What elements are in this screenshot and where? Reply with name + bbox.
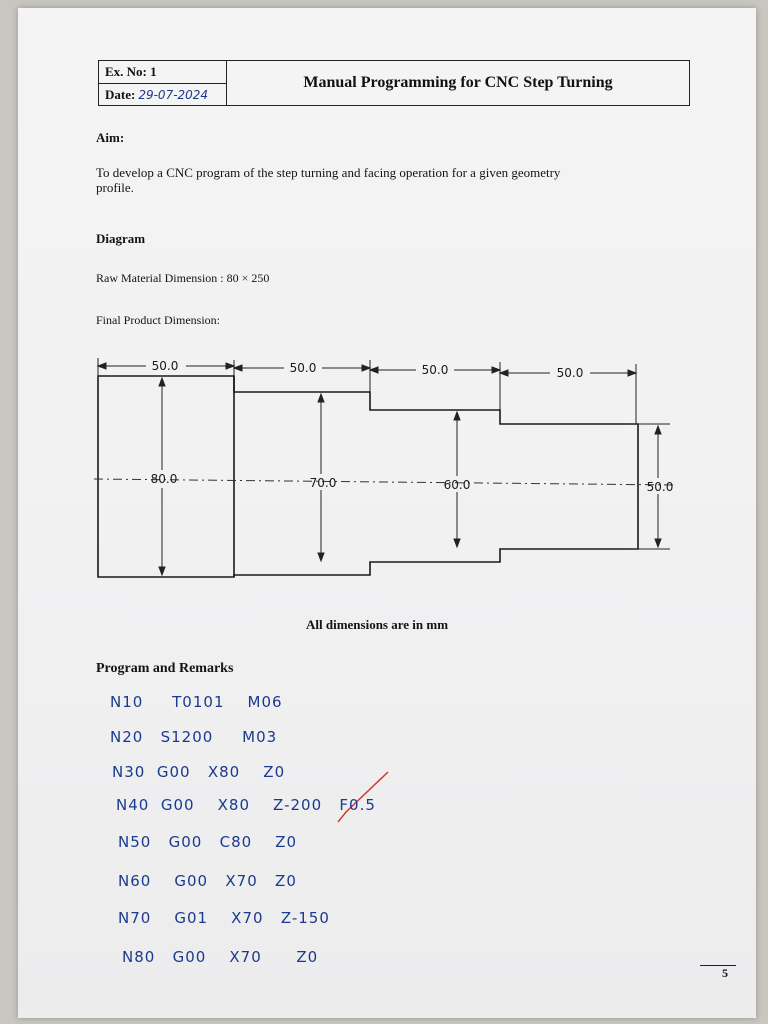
program-line: N50 G00 C80 Z0 <box>118 833 298 851</box>
length-dim-2: 50.0 <box>289 361 317 375</box>
program-line: N20 S1200 M03 <box>110 728 278 746</box>
raw-material-dimension: Raw Material Dimension : 80 × 250 <box>96 271 270 285</box>
program-line: N10 T0101 M06 <box>110 693 283 711</box>
extension-lines <box>98 358 670 549</box>
diameter-dim-80: 80.0 <box>150 472 178 486</box>
diameter-dim-60: 60.0 <box>443 478 471 492</box>
page-title: Manual Programming for CNC Step Turning <box>303 74 613 91</box>
aim-text-line2: profile. <box>96 180 134 195</box>
dimension-labels <box>151 359 674 494</box>
length-dim-3: 50.0 <box>421 363 449 377</box>
program-line: N60 G00 X70 Z0 <box>118 872 297 890</box>
length-dimension-lines <box>98 363 636 376</box>
program-heading: Program and Remarks <box>96 661 234 676</box>
aim-text-line1: To develop a CNC program of the step turning and facing operation for a given geometry <box>96 165 561 180</box>
final-product-dimension: Final Product Dimension: <box>96 313 220 327</box>
page-number: 5 <box>722 966 728 980</box>
program-line: N80 G00 X70 Z0 <box>122 948 319 966</box>
diameter-dim-70: 70.0 <box>309 476 337 490</box>
date-value: 29-07-2024 <box>138 88 209 102</box>
program-line: N40 G00 X80 Z-200 F0.5 <box>116 796 376 814</box>
exercise-number: Ex. No: 1 <box>105 64 157 79</box>
program-line: N30 G00 X80 Z0 <box>112 763 286 781</box>
aim-heading: Aim: <box>96 130 125 145</box>
program-line: N70 G01 X70 Z-150 <box>118 909 330 927</box>
date-label: Date: <box>105 87 136 102</box>
length-dim-1: 50.0 <box>151 359 179 373</box>
length-dim-4: 50.0 <box>556 366 584 380</box>
diameter-dim-50: 50.0 <box>646 480 674 494</box>
centerline <box>94 479 676 485</box>
part-outline <box>98 376 638 577</box>
diagram-heading: Diagram <box>96 231 146 246</box>
dimension-note: All dimensions are in mm <box>306 617 449 632</box>
